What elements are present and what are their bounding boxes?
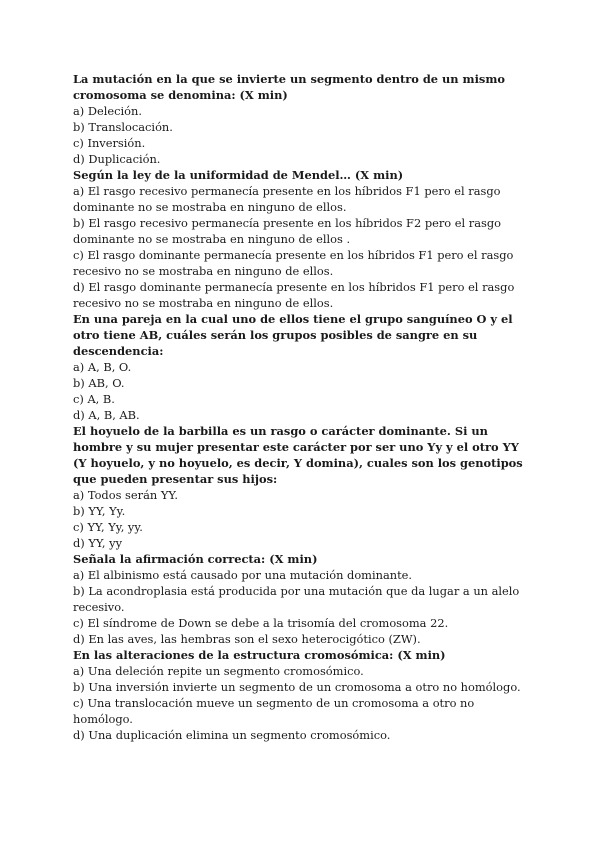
- option-d: d) El rasgo dominante permanecía presente en los híbridos F1 pero el rasgo recesivo no se mostraba en ninguno de ellos.: [73, 280, 515, 310]
- option-d: d) Duplicación.: [73, 152, 161, 166]
- option-d: d) YY, yy: [73, 536, 123, 550]
- option-b: b) Translocación.: [73, 120, 173, 134]
- option-a: a) El rasgo recesivo permanecía presente en los híbridos F1 pero el rasgo dominante no se mostraba en ninguno de ellos.: [73, 184, 501, 214]
- option-list: [73, 359, 533, 423]
- option-list: [73, 103, 533, 167]
- option-c: c) El síndrome de Down se debe a la trisomía del cromosoma 22.: [73, 616, 449, 630]
- option-d: d) A, B, AB.: [73, 408, 140, 422]
- document-page: [73, 71, 533, 743]
- option-b: b) YY, Yy.: [73, 504, 126, 518]
- option-c: c) YY, Yy, yy.: [73, 520, 143, 534]
- option-b: b) La acondroplasia está producida por una mutación que da lugar a un alelo recesivo.: [73, 584, 520, 614]
- option-c: c) Una translocación mueve un segmento de un cromosoma a otro no homólogo.: [73, 696, 475, 726]
- question-2: [73, 167, 533, 311]
- question-text: La mutación en la que se invierte un segmento dentro de un mismo cromosoma se denomina: (X min): [73, 72, 505, 102]
- option-b: b) El rasgo recesivo permanecía presente en los híbridos F2 pero el rasgo dominante no se mostraba en ninguno de ellos .: [73, 216, 502, 246]
- question-4: [73, 423, 533, 551]
- option-list: [73, 183, 533, 311]
- option-a: a) Una deleción repite un segmento cromosómico.: [73, 664, 364, 678]
- question-text: En las alteraciones de la estructura cromosómica: (X min): [73, 648, 446, 662]
- question-5: [73, 551, 533, 647]
- option-d: d) En las aves, las hembras son el sexo heterocigótico (ZW).: [73, 632, 421, 646]
- question-3: [73, 311, 533, 423]
- option-a: a) Todos serán YY.: [73, 488, 179, 502]
- question-1: [73, 71, 533, 167]
- option-list: [73, 567, 533, 647]
- option-c: c) A, B.: [73, 392, 115, 406]
- option-a: a) El albinismo está causado por una mutación dominante.: [73, 568, 413, 582]
- option-b: b) Una inversión invierte un segmento de un cromosoma a otro no homólogo.: [73, 680, 521, 694]
- option-c: c) El rasgo dominante permanecía presente en los híbridos F1 pero el rasgo recesivo no se mostraba en ninguno de ellos.: [73, 248, 514, 278]
- question-text: El hoyuelo de la barbilla es un rasgo o carácter dominante. Si un hombre y su mujer presentar este carácter por ser uno Yy y el otro YY (Y hoyuelo, y no hoyuelo, es decir, Y domina), cuales son los genotipos que pueden presentar sus hijos:: [73, 424, 523, 486]
- question-6: [73, 647, 533, 743]
- option-list: [73, 663, 533, 743]
- question-text: Según la ley de la uniformidad de Mendel… (X min): [73, 168, 404, 182]
- option-a: a) Deleción.: [73, 104, 142, 118]
- option-d: d) Una duplicación elimina un segmento cromosómico.: [73, 728, 391, 742]
- option-list: [73, 487, 533, 551]
- option-a: a) A, B, O.: [73, 360, 132, 374]
- option-b: b) AB, O.: [73, 376, 125, 390]
- question-text: Señala la afirmación correcta: (X min): [73, 552, 318, 566]
- question-text: En una pareja en la cual uno de ellos tiene el grupo sanguíneo O y el otro tiene AB, cuáles serán los grupos posibles de sangre en su descendencia:: [73, 312, 513, 358]
- option-c: c) Inversión.: [73, 136, 146, 150]
